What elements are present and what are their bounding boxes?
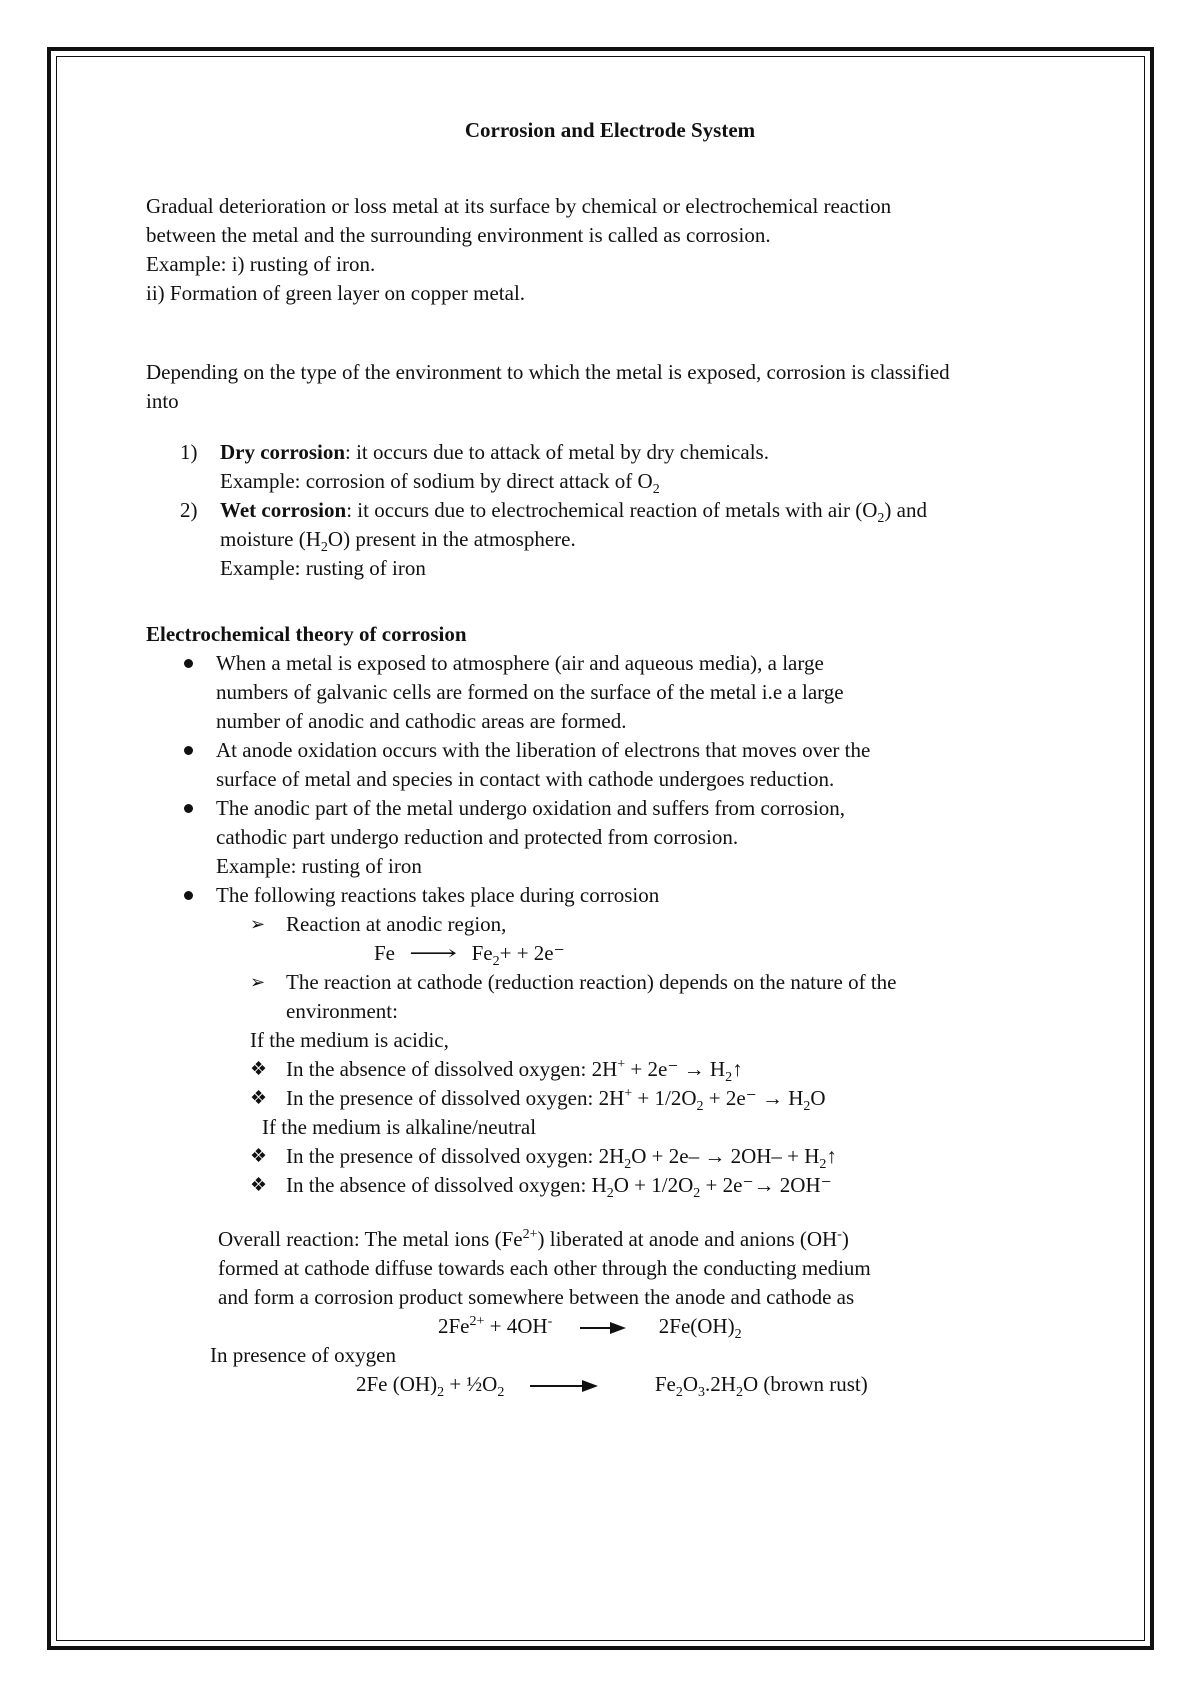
diamond-bullet-icon: ❖	[250, 1059, 268, 1080]
superscript: +	[624, 1086, 633, 1101]
reaction-arrow-icon	[530, 1379, 598, 1393]
superscript: 2+	[469, 1314, 485, 1329]
eq-rhs: .2H	[705, 1372, 736, 1396]
bullet-line: At anode oxidation occurs with the liberation of electrons that moves over the	[216, 738, 871, 762]
eq-rhs: 2Fe(OH)	[658, 1314, 735, 1338]
anodic-equation	[286, 939, 1080, 968]
eq-lhs: 2Fe (OH)	[356, 1372, 438, 1396]
page-title: Corrosion and Electrode System	[464, 118, 756, 142]
reaction-text: ↑	[826, 1144, 837, 1168]
list-number: 2)	[180, 498, 198, 522]
section-heading: Electrochemical theory of corrosion	[146, 622, 467, 646]
reaction-text: ↑	[732, 1057, 743, 1081]
subscript: 2	[497, 1385, 505, 1401]
reaction-text: In the presence of dissolved oxygen: 2H	[286, 1086, 625, 1110]
bullet-line: numbers of galvanic cells are formed on the surface of the metal i.e a large	[216, 680, 844, 704]
reaction-text: O + 1/2O	[613, 1173, 694, 1197]
acidic-label: If the medium is acidic,	[250, 1028, 449, 1052]
bullet-line: Example: rusting of iron	[216, 854, 422, 878]
bullet-icon	[184, 746, 193, 755]
arrow-item-cathode	[250, 968, 1080, 1026]
overall-equation-2	[218, 1370, 1078, 1399]
eq-lhs: Fe	[374, 941, 395, 965]
bullet-line: cathodic part undergo reduction and protected from corrosion.	[216, 825, 739, 849]
alkaline-item	[250, 1171, 1080, 1200]
anodic-label: Reaction at anodic region,	[286, 912, 507, 936]
diamond-bullet-icon: ❖	[250, 1146, 268, 1167]
intro-line: Gradual deterioration or loss metal at its surface by chemical or electrochemical reaction	[146, 194, 892, 218]
bullet-icon	[184, 891, 193, 900]
superscript: -	[837, 1227, 842, 1242]
subscript: 2	[675, 1385, 683, 1401]
subscript: 2	[437, 1385, 445, 1401]
reaction-text: In the presence of dissolved oxygen: 2H	[286, 1144, 625, 1168]
list-item-dry-corrosion	[180, 438, 1080, 496]
eq-rhs: O (brown rust)	[742, 1372, 868, 1396]
subscript: 2	[803, 1099, 811, 1115]
term-description: O) present in the atmosphere.	[327, 527, 576, 551]
subscript: 2	[320, 540, 328, 556]
reaction-text: In the absence of dissolved oxygen: H	[286, 1173, 607, 1197]
reaction-text: In the absence of dissolved oxygen: 2H	[286, 1057, 618, 1081]
reaction-text: + 2e⁻ → H	[625, 1057, 726, 1081]
bullet-line: The anodic part of the metal undergo oxidation and suffers from corrosion,	[216, 796, 846, 820]
diamond-bullet-icon: ❖	[250, 1175, 268, 1196]
bullet-line: number of anodic and cathodic areas are formed.	[216, 709, 627, 733]
classification-paragraph	[146, 358, 1106, 416]
diamond-bullet-icon: ❖	[250, 1088, 268, 1109]
subscript: 2	[696, 1099, 704, 1115]
eq-lhs: + ½O	[444, 1372, 498, 1396]
oxygen-label: In presence of oxygen	[210, 1343, 397, 1367]
superscript: 2+	[522, 1227, 538, 1242]
reaction-arrow-icon	[580, 1321, 626, 1335]
subscript: 2	[606, 1186, 614, 1202]
term-description: moisture (H	[220, 527, 321, 551]
term-dry-corrosion: Dry corrosion	[220, 440, 346, 464]
acidic-item	[250, 1084, 1080, 1113]
reaction-text: + 2e⁻ → H	[703, 1086, 804, 1110]
subscript: 2	[819, 1157, 827, 1173]
subscript: 2	[877, 511, 885, 527]
example-text: Example: corrosion of sodium by direct attack of O	[220, 469, 653, 493]
term-wet-corrosion: Wet corrosion	[220, 498, 347, 522]
superscript: -	[547, 1314, 553, 1329]
eq-rhs: Fe	[654, 1372, 676, 1396]
arrowhead-bullet-icon: ➢	[250, 914, 266, 934]
subscript: 2	[624, 1157, 632, 1173]
subscript: 3	[698, 1385, 706, 1401]
bullet-icon	[184, 659, 193, 668]
intro-paragraph	[146, 192, 1106, 308]
overall-text: )	[841, 1227, 849, 1251]
eq-rhs: O	[682, 1372, 699, 1396]
list-number: 1)	[180, 440, 198, 464]
term-description: ) and	[884, 498, 927, 522]
bullet-item	[180, 736, 1080, 794]
list-item-wet-corrosion	[180, 496, 1080, 583]
reaction-text: + 2e⁻→ 2OH⁻	[700, 1173, 832, 1197]
bullet-line: When a metal is exposed to atmosphere (air and aqueous media), a large	[216, 651, 824, 675]
eq-rhs: + + 2e⁻	[499, 941, 565, 965]
bullet-item	[180, 881, 1080, 910]
subscript: 2	[734, 1327, 742, 1343]
term-description: : it occurs due to electrochemical reaction of metals with air (O	[346, 498, 878, 522]
alkaline-label: If the medium is alkaline/neutral	[262, 1115, 537, 1139]
intro-line: ii) Formation of green layer on copper metal.	[146, 281, 526, 305]
intro-line: between the metal and the surrounding environment is called as corrosion.	[146, 223, 771, 247]
intro-line: Example: i) rusting of iron.	[146, 252, 376, 276]
bullet-line: surface of metal and species in contact with cathode undergoes reduction.	[216, 767, 835, 791]
subscript: 2	[725, 1070, 733, 1086]
arrowhead-bullet-icon: ➢	[250, 972, 266, 992]
reaction-text: O + 2e– → 2OH– + H	[631, 1144, 820, 1168]
overall-text: Overall reaction: The metal ions (Fe	[218, 1227, 523, 1251]
bullet-icon	[184, 804, 193, 813]
cathode-line: The reaction at cathode (reduction reaction) depends on the nature of the	[286, 970, 897, 994]
eq-arrow: ⟶	[409, 941, 458, 965]
bullet-line: The following reactions takes place during corrosion	[216, 883, 660, 907]
overall-reaction-paragraph	[210, 1225, 1078, 1401]
subscript: 2	[735, 1385, 743, 1401]
corrosion-types-list	[180, 438, 1080, 583]
subscript: 2	[693, 1186, 701, 1202]
reaction-text: O	[810, 1086, 826, 1110]
cathode-line: environment:	[286, 999, 398, 1023]
eq-rhs: Fe	[471, 941, 493, 965]
bullet-item	[180, 794, 1080, 881]
overall-text: ) liberated at anode and anions (OH	[537, 1227, 838, 1251]
reaction-text: + 1/2O	[632, 1086, 697, 1110]
bullet-item	[180, 649, 1080, 736]
arrow-item-anodic	[250, 910, 1080, 968]
overall-equation-1	[218, 1312, 1078, 1341]
overall-text: and form a corrosion product somewhere between the anode and cathode as	[218, 1285, 855, 1309]
classification-line: Depending on the type of the environment to which the metal is exposed, corrosion is classified	[146, 360, 950, 384]
term-description: : it occurs due to attack of metal by dry chemicals.	[345, 440, 769, 464]
superscript: +	[617, 1057, 626, 1072]
subscript: 2	[652, 482, 660, 498]
eq-lhs: 2Fe	[438, 1314, 470, 1338]
example-text: Example: rusting of iron	[220, 556, 426, 580]
alkaline-item	[250, 1142, 1080, 1171]
classification-line: into	[146, 389, 179, 413]
overall-text: formed at cathode diffuse towards each other through the conducting medium	[218, 1256, 871, 1280]
theory-bullet-list	[180, 649, 1080, 1200]
subscript: 2	[492, 954, 500, 970]
eq-lhs: + 4OH	[484, 1314, 548, 1338]
acidic-item	[250, 1055, 1080, 1084]
